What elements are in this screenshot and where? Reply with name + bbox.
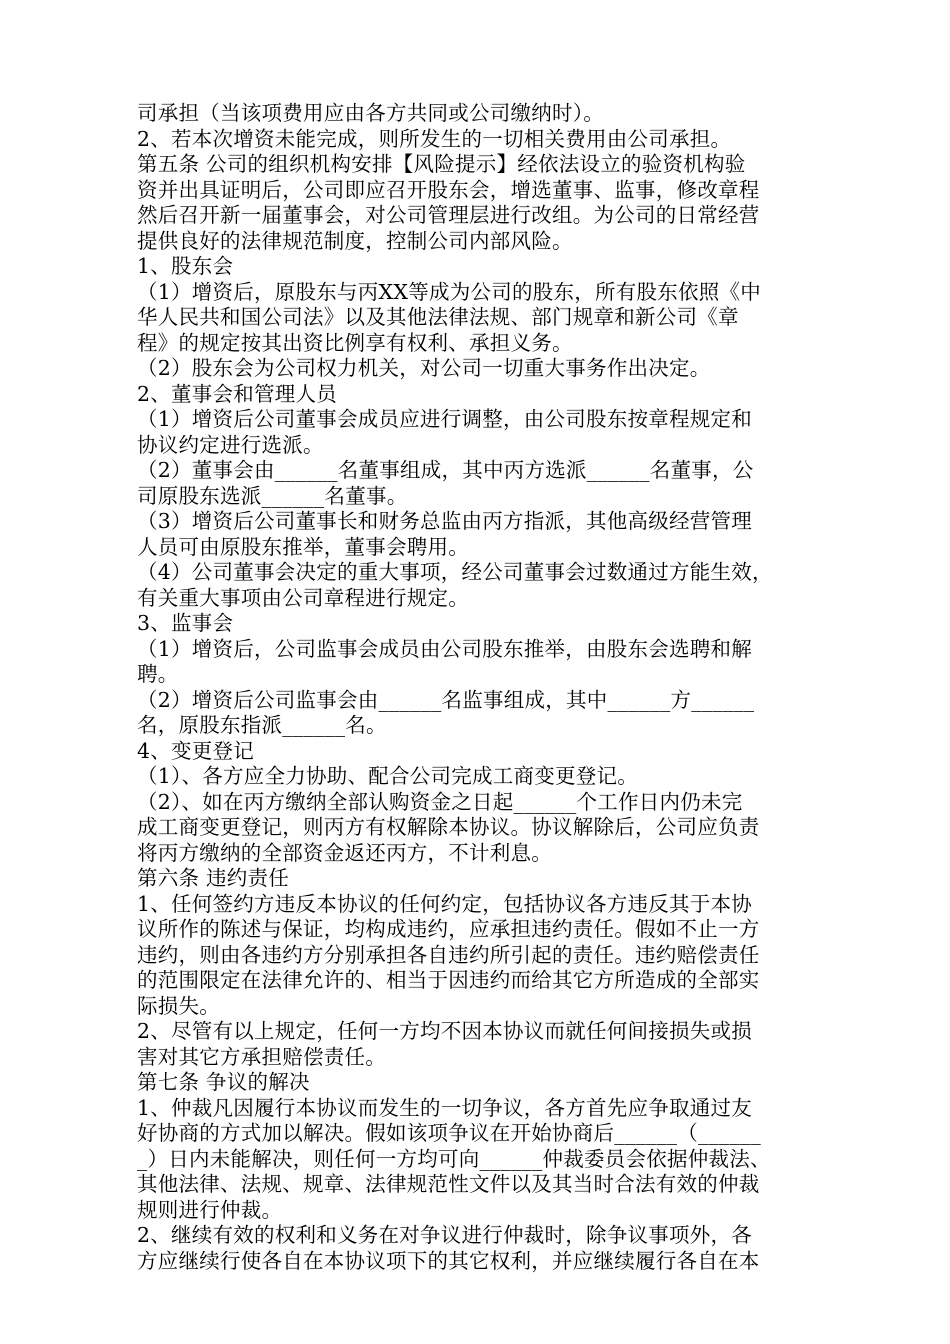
text-line: （1）、各方应全力协助、配合公司完成工商变更登记。: [137, 764, 639, 788]
text-line: 协议约定进行选派。: [137, 432, 324, 457]
section-heading-line: 第五条 公司的组织机构安排【风险提示】经依法设立的验资机构验: [137, 152, 746, 176]
subheading-line: 4、变更登记: [137, 738, 255, 763]
text-line: 成工商变更登记，则丙方有权解除本协议。协议解除后，公司应负责: [137, 815, 760, 839]
text-line: 2、继续有效的权利和义务在对争议进行仲裁时，除争议事项外，各: [137, 1223, 753, 1247]
text-line: （2）股东会为公司权力机关，对公司一切重大事务作出决定。: [137, 356, 711, 380]
text-line: 违约，则由各违约方分别承担各自违约所引起的责任。违约赔偿责任: [137, 942, 760, 967]
text-line: 然后召开新一届董事会，对公司管理层进行改组。为公司的日常经营: [137, 203, 760, 227]
text-line: （2）增资后公司监事会由______名监事组成，其中______方______: [137, 687, 755, 712]
text-line: 人员可由原股东推举，董事会聘用。: [137, 534, 469, 559]
section-heading-line: 第六条 违约责任: [137, 866, 290, 890]
text-line: 1、仲裁凡因履行本协议而发生的一切争议，各方首先应争取通过友: [137, 1095, 753, 1120]
subheading-line: 2、董事会和管理人员: [137, 381, 338, 406]
text-line: 1、任何签约方违反本协议的任何约定，包括协议各方违反其于本协: [137, 891, 753, 916]
text-line: 好协商的方式加以解决。假如该项争议在开始协商后______（______: [137, 1121, 761, 1145]
subheading-line: 1、股东会: [137, 254, 234, 278]
text-line: 的范围限定在法律允许的、相当于因违约而给其它方所造成的全部实: [137, 968, 760, 992]
text-line: 聘。: [137, 662, 179, 686]
text-line: 有关重大事项由公司章程进行规定。: [137, 585, 469, 610]
subheading-line: 3、监事会: [137, 611, 234, 635]
text-line: 2、若本次增资未能完成，则所发生的一切相关费用由公司承担。: [137, 126, 732, 151]
text-line: 议所作的陈述与保证，均构成违约，应承担违约责任。假如不止一方: [137, 917, 760, 941]
text-line: 司原股东选派______名董事。: [137, 483, 408, 508]
text-line: 将丙方缴纳的全部资金返还丙方，不计利息。: [137, 840, 552, 865]
text-line: （1）增资后，原股东与丙XX等成为公司的股东，所有股东依照《中: [137, 279, 761, 304]
text-line: （3）增资后公司董事长和财务总监由丙方指派，其他高级经营管理: [137, 509, 753, 533]
text-line: 资并出具证明后，公司即应召开股东会，增选董事、监事，修改章程: [137, 177, 760, 202]
text-line: （1）增资后，公司监事会成员由公司股东推举，由股东会选聘和解: [137, 636, 753, 661]
text-line: 2、尽管有以上规定，任何一方均不因本协议而就任何间接损失或损: [137, 1019, 753, 1043]
text-line: 际损失。: [137, 993, 220, 1018]
text-line: 名，原股东指派______名。: [137, 713, 387, 737]
section-heading-line: 第七条 争议的解决: [137, 1070, 310, 1094]
text-line: 提供良好的法律规范制度，控制公司内部风险。: [137, 228, 573, 253]
document-page: [137, 101, 827, 1274]
text-line: 规则进行仲裁。: [137, 1197, 283, 1222]
text-line: 害对其它方承担赔偿责任。: [137, 1044, 386, 1069]
text-line: 程》的规定按其出资比例享有权利、承担义务。: [137, 330, 573, 355]
text-line: （2）董事会由______名董事组成，其中丙方选派______名董事，公: [137, 458, 754, 482]
text-line: 方应继续行使各自在本协议项下的其它权利，并应继续履行各自在本: [137, 1248, 760, 1273]
text-line: 华人民共和国公司法》以及其他法律法规、部门规章和新公司《章: [137, 305, 739, 329]
text-line: （4）公司董事会决定的重大事项，经公司董事会过数通过方能生效，: [137, 560, 773, 584]
text-line: 其他法律、法规、规章、法律规范性文件以及其当时合法有效的仲裁: [137, 1172, 760, 1196]
text-line: （2）、如在丙方缴纳全部认购资金之日起______个工作日内仍未完: [137, 789, 743, 814]
text-line: _）日内未能解决，则任何一方均可向______仲裁委员会依据仲裁法、: [137, 1146, 771, 1171]
text-line: 司承担（当该项费用应由各方共同或公司缴纳时）。: [137, 101, 604, 125]
text-line: （1）增资后公司董事会成员应进行调整，由公司股东按章程规定和: [137, 407, 753, 431]
